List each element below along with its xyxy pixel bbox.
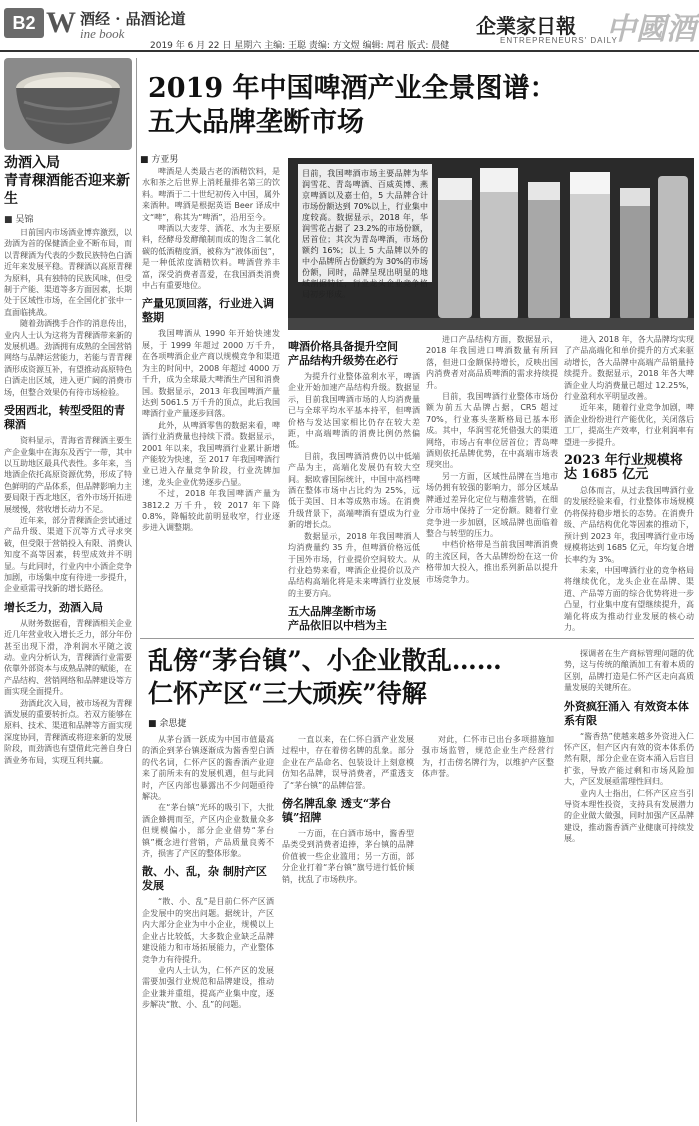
article-paragraph: 进口产品结构方面，数据显示，2018 年我国进口啤酒数量有所回落，但进口金额保持增长，反映出国内消费者对高品质啤酒的需求持续提升。	[426, 335, 558, 390]
article-paragraph: 在“茅台镇”光环的吸引下，大批酒企蜂拥而至，产区内企业数量众多但规模偏小，部分企业借势“茅台镇”概念进行营销，产品质量良莠不齐，损害了产区的整体形象。	[142, 803, 274, 859]
article2-column-3	[422, 734, 554, 1122]
article-paragraph: 为提升行业整体盈利水平，啤酒企业开始加速产品结构升级。数据显示，目前我国啤酒市场的人均消费量已与全球平均水平基本持平，但啤酒价格与发达国家相比仍存在较大差距，中高端啤酒的消费比例仍然偏低。	[288, 372, 420, 450]
edition-line: 2019 年 6 月 22 日 星期六 主编: 王聪 责编: 方文煜 编辑: 周君 版式: 晨健	[150, 41, 450, 51]
article1-column-1	[142, 166, 280, 636]
section-letter: W	[46, 6, 76, 39]
column-divider	[136, 58, 137, 1122]
left-paragraph: 随着劲酒携手合作的消息传出，业内人士认为这将为青稞酒带来新的发展机遇。劲酒拥有成熟的全国营销网络与品牌运营能力，若能与青青稞酒形成资源互补，有望推动高原特色白酒走出区域，进入更广阔的消费市场，但整合效果仍有待市场检验。	[4, 319, 132, 397]
left-paragraph: 劲酒此次入局，被市场视为青稞酒发展的重要转折点。若双方能够在原料、技术、渠道和品牌等方面实现深度协同，青稞酒或将迎来新的发展阶段，而劲酒也有望借此完善自身白酒业务布局，实现互利共赢。	[4, 698, 132, 765]
article-divider	[140, 638, 694, 639]
left-paragraph: 资料显示，青海省青稞酒主要生产企业集中在海东及西宁一带，其中以互助地区最具代表性。多年来，当地酒企依托高原资源优势，形成了特色鲜明的产品体系，但品牌影响力主要局限于西北地区，省外市场开拓进展缓慢，营收增长动力不足。	[4, 436, 132, 514]
article-paragraph: 此外，从啤酒零售的数据来看，啤酒行业消费量也持续下滑。数据显示，2001 年以来，我国啤酒行业累计新增产能较为快速，至 2017 年我国啤酒行业已进入存量竞争阶段，行业洗牌加速，龙头企业优势逐步凸显。	[142, 420, 280, 487]
article-paragraph: 进入 2018 年，各大品牌均实现了产品高端化和单价提升的方式来驱动增长，各大品牌中高端产品销量持续提升。数据显示，2018 年各大啤酒企业人均消费量已超过 12.25%，行业盈利水平明显改善。	[564, 335, 694, 402]
article-paragraph: 数据显示，2018 年我国啤酒人均消费量约 35 升，但啤酒价格远低于国外市场，行业提价空间较大。从行业趋势来看，啤酒企业提价以及产品结构高端化将是未来啤酒行业发展的主要方向。	[288, 531, 420, 598]
article2-byline: ■ 余思捷	[148, 719, 187, 729]
article-paragraph: 未来，中国啤酒行业的竞争格局将继续优化，龙头企业在品牌、渠道、产品等方面的综合优势将进一步凸显，行业集中度有望继续提升，高端化将成为推动行业发展的核心动力。	[564, 565, 694, 632]
article2-column-1	[142, 734, 274, 1122]
brand-calligraphy: 中國酒	[606, 12, 696, 47]
article1-column-3	[426, 334, 558, 636]
left-paragraph: 从财务数据看，青稞酒相关企业近几年营业收入增长乏力，部分年份甚至出现下滑，净利润水平随之波动。业内分析认为，青稞酒行业需要依靠外部资本与成熟品牌的赋能，在产品结构、营销网络和品牌建设等方面实现全面提升。	[4, 618, 132, 697]
article-paragraph: 一方面，在白酒市场中，酱香型品类受到消费者追捧，茅台镇的品牌价值被一些企业滥用；另一方面，部分企业打着“茅台镇”旗号进行低价倾销，扰乱了市场秩序。	[282, 829, 414, 884]
section-subtitle: ine book	[80, 26, 125, 41]
section-title: 酒经 · 品酒论道	[80, 10, 186, 28]
article-paragraph: 近年来，随着行业竞争加剧，啤酒企业纷纷进行产能优化，关闭落后工厂，提高生产效率，行业利润率有望进一步提升。	[564, 403, 694, 447]
article-paragraph: 总体而言，从过去我国啤酒行业的发展经验来看，行业整体市场规模仍将保持稳步增长的态势。在消费升级、产品结构优化等因素的推动下，预计到 2023 年，我国啤酒行业市场规模将达到 1685 亿元，年均复合增长率约为 3%。	[564, 486, 694, 564]
article-paragraph: 目前，我国啤酒消费仍以中低端产品为主，高端化发展仍有较大空间。据欧睿国际统计，中国中高档啤酒在整体市场中占比约为 25%，远低于美国、日本等成熟市场。在消费升级背景下，高端啤酒有望成为行业新的增长点。	[288, 451, 420, 530]
article-paragraph: 探调者在生产商标管理问题的优势，这与传统的酿酒加工有着本质的区别，品牌打造是仁怀产区走向高质量发展的关键所在。	[564, 649, 694, 693]
article-paragraph: 我国啤酒从 1990 年开始快速发展，于 1999 年超过 2000 万千升，在各项啤酒企业产商以规模竞争和渠道为主的时间中，2008 年超过 4000 万千升，成为全球最大啤酒生产国和消费国。数据显示，2013 年我国啤酒产量达到 5061.5 万千升的顶点，此后我国啤酒行业产量逐步回落。	[142, 329, 280, 419]
paper-name: 企業家日報	[476, 14, 576, 38]
article-subheading: 外资疯狂涌入 有效资本体系有限	[564, 699, 689, 727]
article-paragraph: “酱香热”使越来越多外资进入仁怀产区，但产区内有效的资本体系仍然有限，部分企业在资本涌入后盲目扩张，导致产能过剩和市场风险加大，产区发展亟需理性回归。	[564, 731, 694, 787]
article-subheading: 啤酒价格具备提升空间 产品结构升级势在必行	[288, 340, 398, 367]
paper-name-en: ENTREPRENEURS' DAILY	[500, 36, 618, 45]
article-subheading: 五大品牌垄断市场 产品依旧以中档为主	[288, 605, 387, 633]
article1-column-2	[288, 334, 420, 636]
article2-column-2	[282, 734, 414, 1122]
article-subheading: 产量见顶回落，行业进入调整期	[142, 297, 274, 325]
second-headline: 乱傍“茅台镇”、小企业散乱…… 仁怀产区“三大顽疾”待解	[148, 646, 502, 708]
article-paragraph: 对此，仁怀市已出台多项措施加强市场监管，规范企业生产经营行为，打击傍名牌行为，以维护产区整体声誉。	[422, 735, 554, 779]
article-paragraph: 目前，我国啤酒行业整体市场份额为前五大品牌占据，CR5 超过 70%，行业寡头垄断格局已基本形成。其中，华润雪花凭借强大的渠道网络，市场占有率位居首位；青岛啤酒则依托品牌优势，在中高端市场表现突出。	[426, 392, 558, 470]
photo-caption: 目前，我国啤酒市场主要品牌为华润雪花、青岛啤酒、百威英博、燕京啤酒以及嘉士伯，5 大品牌合计市场份额达到 70%以上，行业集中度较高。数据显示，2018 年，华润雪花占据了 23.2%的市场份额，居首位；其次为青岛啤酒，市场份额约 16%；以上 5 大品牌以外的中小品牌所占份额约为 30%的市场份额，同时，品牌呈现出明显的地域割据特征，行业龙头企业竞争格局初步形成。	[298, 164, 432, 282]
article-subheading: 傍名牌乱象 透支“茅台镇”招牌	[282, 797, 392, 825]
left-paragraph: 近年来，部分青稞酒企尝试通过产品升级、渠道下沉等方式寻求突破，但受限于营销投入有限、消费认知度不高等因素，转型成效并不明显。与此同时，行业内中小酒企竞争加剧，市场集中度有待进一步提升，企业亟需寻找新的增长路径。	[4, 515, 132, 594]
article-paragraph: 一直以来，在仁怀白酒产业发展过程中，存在着傍名牌的乱象。部分企业在产品命名、包装设计上刻意模仿知名品牌，误导消费者，严重透支了“茅台镇”的品牌信誉。	[282, 735, 414, 790]
article-paragraph: “散、小、乱”是目前仁怀产区酒企发展中的突出问题。据统计，产区内大部分企业为中小企业，规模以上企业占比较低，大多数企业缺乏品牌建设能力和市场拓展能力，产业整体竞争力有待提升。	[142, 897, 274, 964]
article-paragraph: 中档价格带是当前我国啤酒消费的主流区间，各大品牌纷纷在这一价格带加大投入，推出系列新品以提升市场竞争力。	[426, 540, 558, 584]
page-number: B2	[4, 8, 44, 38]
masthead	[0, 0, 699, 52]
article1-column-4	[564, 334, 694, 636]
article2-column-4	[564, 648, 694, 1122]
left-article-title: 劲酒入局 青青稞酒能否迎来新生	[4, 155, 130, 207]
butter-tea-illustration	[4, 58, 132, 150]
left-subheading: 受困西北，转型受阻的青稞酒	[4, 404, 125, 432]
article-paragraph: 业内人士认为，仁怀产区的发展需要加强行业规范和品牌建设，推动企业兼并重组，提高产业集中度，逐步解决“散、小、乱”的问题。	[142, 965, 274, 1010]
article-paragraph: 业内人士指出，仁怀产区应当引导资本理性投资，支持具有发展潜力的企业做大做强，同时加强产区品牌建设，推动酱香酒产业健康可持续发展。	[564, 788, 694, 844]
left-column-article	[4, 58, 132, 1122]
article-paragraph: 啤酒是人类最古老的酒精饮料，是水和茶之后世界上消耗量排名第三的饮料。啤酒于二十世纪初传入中国，属外来酒种。啤酒是根据英语 Beer 译成中文“啤”，称其为“啤酒”，沿用至今。	[142, 167, 280, 222]
left-paragraph: 日前国内市场酒业博弈激烈，以劲酒为首的保健酒企业不断布局，而以青稞酒为代表的少数民族特色白酒近年来发展平稳。青稞酒以高原青稞为原料，具有独特的民族风味，但受制于产能、渠道等多方面因素，长期处于区域性市场，在全国化扩张中一直面临挑战。	[4, 228, 132, 317]
article-subheading: 散、小、乱，杂 制肘产区发展	[142, 865, 267, 893]
left-subheading: 增长乏力，劲酒入局	[4, 600, 103, 614]
left-byline: ■ 吴锦	[4, 215, 34, 225]
article-paragraph: 从茅台酒一跃成为中国市值最高的酒企到茅台镇逐渐成为酱香型白酒的代名词，仁怀产区的酱香酒产业迎来了前所未有的发展机遇，但与此同时，产区内部也暴露出不少问题亟待解决。	[142, 735, 274, 802]
main-headline: 2019 年中国啤酒产业全景图谱： 五大品牌垄断市场	[148, 73, 557, 138]
article-paragraph: 不过，2018 年我国啤酒产量为 3812.2 万千升，较 2017 年下降 0.8%，降幅较此前明显收窄，行业逐步进入调整期。	[142, 489, 280, 533]
article-paragraph: 另一方面，区域性品牌在当地市场仍拥有较强的影响力，部分区域品牌通过差异化定位与精准营销，在细分市场中保持了一定份额。随着行业竞争进一步加剧，区域品牌也面临着整合与转型的压力。	[426, 471, 558, 538]
article1-byline: ■ 方亚男	[140, 155, 179, 165]
article-paragraph: 啤酒以大麦芽、酒花、水为主要原料，经酵母发酵酿制而成的饱含二氧化碳的低酒精度酒，被称为“液体面包”，是一种低浓度酒精饮料。啤酒营养丰富，深受消费者喜爱，在我国酒类消费中占有重要地位。	[142, 224, 280, 291]
article-subheading: 2023 年行业规模将达 1685 亿元	[564, 453, 683, 483]
butter-tea-photo	[4, 58, 132, 150]
